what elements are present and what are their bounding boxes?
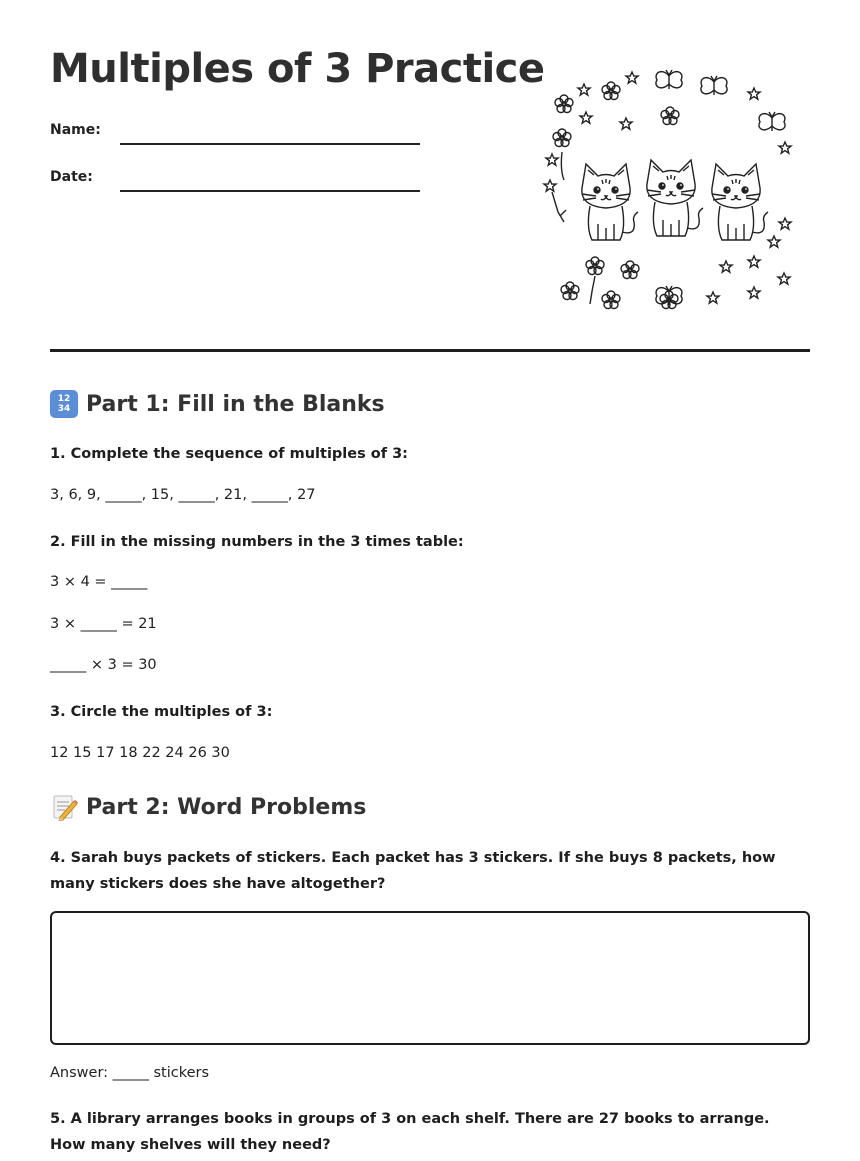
date-field[interactable]	[120, 190, 420, 192]
header-divider	[50, 349, 810, 352]
page-title: Multiples of 3 Practice	[50, 46, 545, 92]
memo-icon	[50, 793, 78, 821]
question-2-line: 3 × 4 = _____	[50, 574, 148, 590]
question-2-line: 3 × _____ = 21	[50, 616, 157, 632]
kittens-flowers-butterflies-illustration	[540, 60, 800, 322]
question-3-numbers: 12 15 17 18 22 24 26 30	[50, 745, 230, 761]
question-5: 5. A library arranges books in groups of 3 on each shelf. There are 27 books to arrange. How many shelves will they need?	[50, 1111, 770, 1153]
part2-heading-text: Part 2: Word Problems	[86, 794, 367, 820]
question-2: 2. Fill in the missing numbers in the 3 times table:	[50, 534, 464, 550]
name-label: Name:	[50, 122, 101, 138]
question-1-sequence: 3, 6, 9, _____, 15, _____, 21, _____, 27	[50, 487, 316, 503]
question-4-work-box[interactable]	[50, 911, 810, 1045]
part1-heading	[50, 390, 385, 418]
name-field[interactable]	[120, 143, 420, 145]
input-numbers-icon: 12 34	[50, 390, 78, 418]
part2-heading	[50, 793, 366, 821]
question-1: 1. Complete the sequence of multiples of 3:	[50, 446, 408, 462]
question-2-line: _____ × 3 = 30	[50, 657, 157, 673]
question-4: 4. Sarah buys packets of stickers. Each packet has 3 stickers. If she buys 8 packets, how many stickers does she have altogether?	[50, 850, 776, 892]
date-label: Date:	[50, 169, 93, 185]
question-4-answer: Answer: _____ stickers	[50, 1065, 210, 1081]
part1-heading-text: Part 1: Fill in the Blanks	[86, 391, 385, 417]
question-3: 3. Circle the multiples of 3:	[50, 704, 273, 720]
